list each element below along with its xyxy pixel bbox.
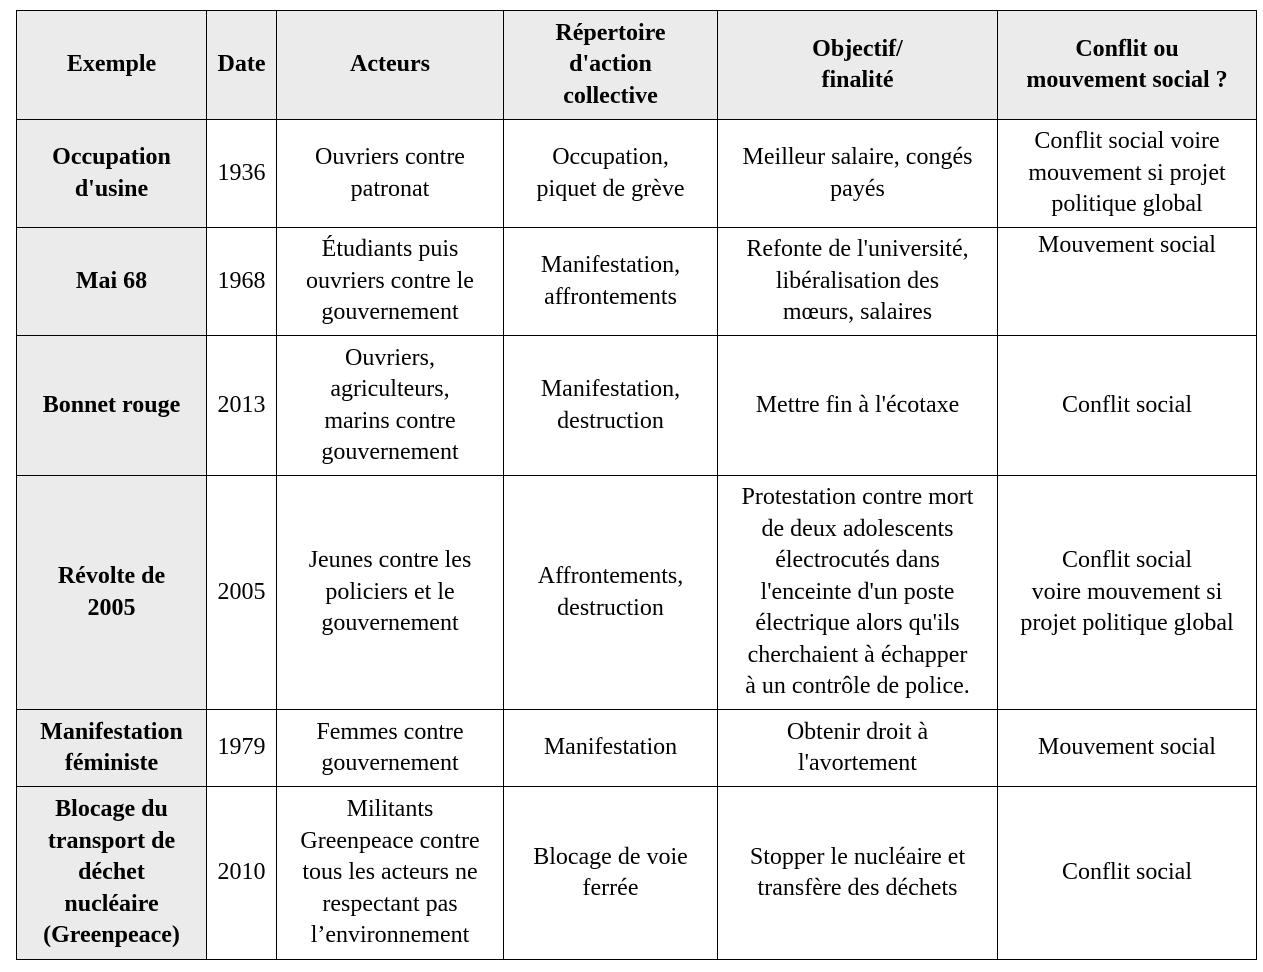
social-movements-table (16, 10, 1257, 960)
cell-repertoire: Blocage de voie ferrée (504, 787, 718, 960)
cell-actors: Jeunes contre les policiers et le gouvernement (277, 476, 504, 710)
cell-type: Mouvement social (998, 228, 1257, 336)
table-row (17, 228, 1257, 336)
cell-repertoire: Occupation, piquet de grève (504, 120, 718, 228)
table-row (17, 120, 1257, 228)
header-example: Exemple (17, 11, 207, 120)
cell-date: 1936 (207, 120, 277, 228)
cell-example: Occupation d'usine (17, 120, 207, 228)
cell-objective: Meilleur salaire, congés payés (718, 120, 998, 228)
header-date: Date (207, 11, 277, 120)
cell-date: 2013 (207, 336, 277, 476)
cell-objective: Refonte de l'université, libéralisation des mœurs, salaires (718, 228, 998, 336)
cell-date: 1979 (207, 710, 277, 787)
cell-repertoire: Manifestation, affrontements (504, 228, 718, 336)
header-objective: Objectif/ finalité (718, 11, 998, 120)
cell-type: Conflit social voire mouvement si projet politique global (998, 120, 1257, 228)
cell-type: Mouvement social (998, 710, 1257, 787)
cell-type: Conflit social (998, 787, 1257, 960)
cell-date: 1968 (207, 228, 277, 336)
cell-type: Conflit social (998, 336, 1257, 476)
cell-date: 2010 (207, 787, 277, 960)
cell-date: 2005 (207, 476, 277, 710)
table-row (17, 336, 1257, 476)
cell-example: Blocage du transport de déchet nucléaire (Greenpeace) (17, 787, 207, 960)
cell-objective: Obtenir droit à l'avortement (718, 710, 998, 787)
header-actors: Acteurs (277, 11, 504, 120)
cell-repertoire: Affrontements, destruction (504, 476, 718, 710)
cell-repertoire: Manifestation (504, 710, 718, 787)
table-row (17, 476, 1257, 710)
cell-objective: Protestation contre mort de deux adolescents électrocutés dans l'enceinte d'un poste électrique alors qu'ils cherchaient à échapper à un contrôle de police. (718, 476, 998, 710)
header-type: Conflit ou mouvement social ? (998, 11, 1257, 120)
cell-example: Révolte de 2005 (17, 476, 207, 710)
cell-example: Manifestation féministe (17, 710, 207, 787)
cell-actors: Ouvriers, agriculteurs, marins contre gouvernement (277, 336, 504, 476)
cell-type: Conflit social voire mouvement si projet politique global (998, 476, 1257, 710)
cell-actors: Ouvriers contre patronat (277, 120, 504, 228)
cell-repertoire: Manifestation, destruction (504, 336, 718, 476)
cell-objective: Stopper le nucléaire et transfère des déchets (718, 787, 998, 960)
table-row (17, 787, 1257, 960)
cell-actors: Étudiants puis ouvriers contre le gouvernement (277, 228, 504, 336)
cell-objective: Mettre fin à l'écotaxe (718, 336, 998, 476)
cell-actors: Militants Greenpeace contre tous les acteurs ne respectant pas l’environnement (277, 787, 504, 960)
cell-actors: Femmes contre gouvernement (277, 710, 504, 787)
header-row (17, 11, 1257, 120)
header-repertoire: Répertoire d'action collective (504, 11, 718, 120)
table-row (17, 710, 1257, 787)
cell-example: Bonnet rouge (17, 336, 207, 476)
cell-example: Mai 68 (17, 228, 207, 336)
